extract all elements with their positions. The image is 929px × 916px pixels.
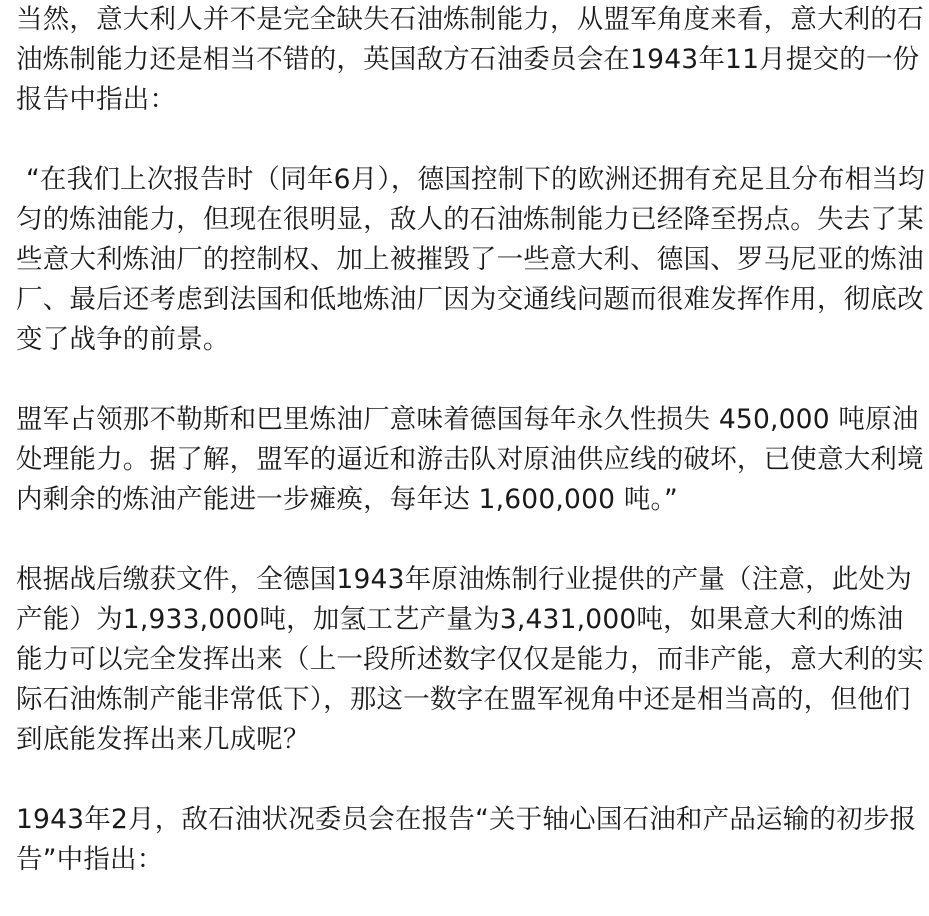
paragraph-postwar-documents: 根据战后缴获文件，全德国1943年原油炼制行业提供的产量（注意，此处为产能）为1,933,000吨，加氢工艺产量为3,431,000吨，如果意大利的炼油能力可以完全发挥出来（上一段所述数字仅仅是能力，而非产能，意大利的实际石油炼制产能非常低下），那这一数字在盟军视角中还是相当高的，但他们到底能发挥出来几成呢？: [16, 564, 924, 755]
paragraph-spacer: [16, 360, 928, 400]
paragraph-february-report: 1943年2月，敌石油状况委员会在报告“关于轴心国石油和产品运输的初步报告”中指出：: [16, 804, 917, 875]
paragraph-report-quote: “在我们上次报告时（同年6月），德国控制下的欧洲还拥有充足且分布相当均匀的炼油能力，但现在很明显，敌人的石油炼制能力已经降至拐点。失去了某些意大利炼油厂的控制权、加上被摧毁了一些意大利、德国、罗马尼亚的炼油厂、最后还考虑到法国和低地炼油厂因为交通线问题而很难发挥作用，彻底改变了战争的前景。: [16, 164, 925, 355]
article-body: [16, 0, 928, 880]
paragraph-spacer: [16, 520, 928, 560]
paragraph-spacer: [16, 120, 928, 160]
paragraph-spacer: [16, 760, 928, 800]
paragraph-intro: 当然，意大利人并不是完全缺失石油炼制能力，从盟军角度来看，意大利的石油炼制能力还是相当不错的，英国敌方石油委员会在1943年11月提交的一份报告中指出：: [16, 4, 924, 115]
paragraph-naples-bari: 盟军占领那不勒斯和巴里炼油厂意味着德国每年永久性损失 450,000 吨原油处理能力。据了解，盟军的逼近和游击队对原油供应线的破坏，已使意大利境内剩余的炼油产能进一步瘫痪，每年达 1,600,000 吨。”: [16, 404, 924, 515]
